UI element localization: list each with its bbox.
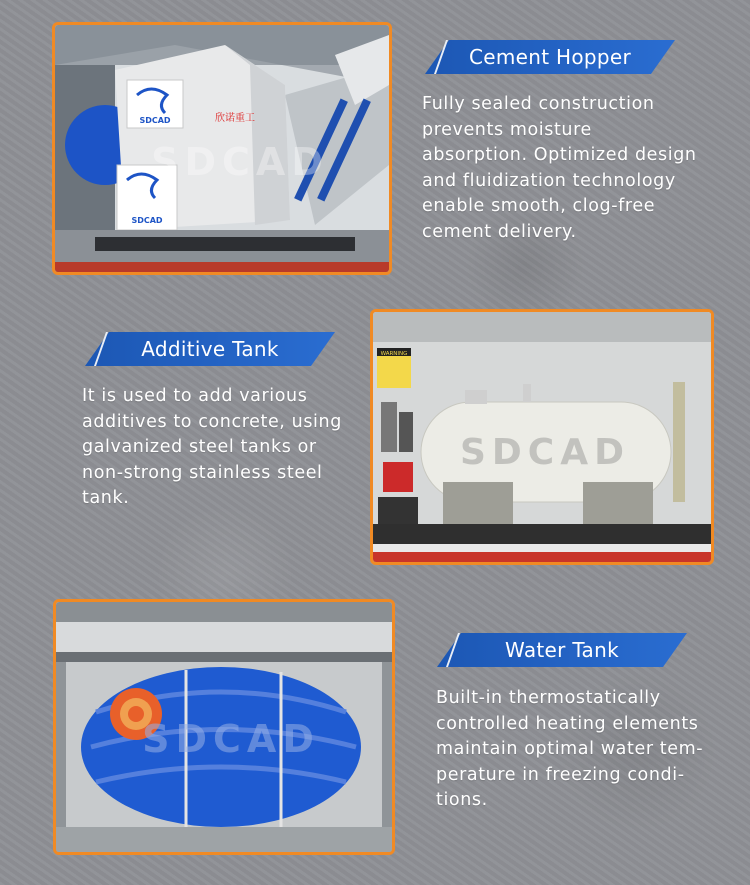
water-tank-photo xyxy=(53,599,395,855)
svg-text:SDCAD: SDCAD xyxy=(151,140,329,184)
svg-text:SDCAD: SDCAD xyxy=(142,717,320,761)
water-tank-banner xyxy=(437,633,687,667)
additive-tank-description: It is used to add various additives to concrete, using galvanized steel tanks or non-strong stainless steel tank. xyxy=(82,386,342,508)
water-tank-description: Built-in thermostatically controlled heating elements maintain optimal water tem- perature in freezing condi- tions. xyxy=(436,688,704,810)
svg-text:SDCAD: SDCAD xyxy=(139,116,171,125)
additive-tank-photo xyxy=(370,309,714,565)
cement-hopper-banner xyxy=(425,40,675,74)
svg-text:SDCAD: SDCAD xyxy=(460,432,630,473)
svg-text:WARNING: WARNING xyxy=(380,351,408,357)
cement-hopper-title: Cement Hopper xyxy=(468,45,632,69)
additive-tank-title: Additive Tank xyxy=(141,337,279,361)
svg-text:SDCAD: SDCAD xyxy=(131,216,163,225)
svg-text:欣诺重工: 欣诺重工 xyxy=(215,113,255,124)
cement-hopper-description: Fully sealed construction prevents moisture absorption. Optimized design and fluidization technology enable smooth, clog-free cement delivery. xyxy=(422,94,697,242)
water-tank-title: Water Tank xyxy=(505,638,619,662)
additive-tank-banner xyxy=(85,332,335,366)
cement-hopper-photo xyxy=(52,22,392,275)
